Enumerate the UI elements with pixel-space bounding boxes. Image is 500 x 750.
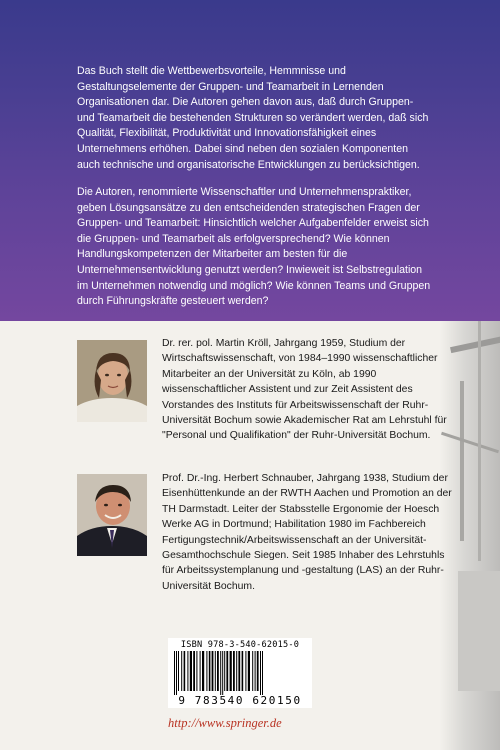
barcode-bar (202, 651, 204, 691)
barcode-bar (215, 651, 216, 691)
barcode-bar (209, 651, 211, 691)
barcode-bar (200, 651, 201, 691)
barcode-bar (230, 651, 232, 691)
barcode-bar (242, 651, 244, 691)
author-photo-schnauber (77, 474, 147, 556)
barcode-bar (255, 651, 256, 691)
barcode-bar (220, 651, 221, 695)
barcode-bar (176, 651, 177, 695)
barcode-bar (226, 651, 228, 691)
barcode-bar (236, 651, 237, 691)
barcode-bar (233, 651, 235, 691)
author-photo-kroell (77, 340, 147, 422)
barcode-bar (181, 651, 182, 691)
publisher-url[interactable]: http://www.springer.de (168, 716, 282, 730)
barcode-bar (260, 651, 261, 695)
isbn-barcode (168, 638, 312, 708)
barcode-bars (172, 651, 308, 695)
barcode-bar (196, 651, 197, 691)
barcode-bar (224, 651, 225, 691)
barcode-bar (252, 651, 253, 691)
barcode-bar (217, 651, 219, 691)
barcode-bar (262, 651, 263, 695)
barcode-bar (193, 651, 195, 691)
barcode-bar (245, 651, 246, 691)
barcode-bar (257, 651, 259, 691)
barcode-bar (222, 651, 223, 695)
barcode-bar (184, 651, 186, 691)
barcode-digits: 9 783540 620150 (178, 694, 302, 707)
barcode-bar (248, 651, 250, 691)
author-bio-schnauber: Prof. Dr.-Ing. Herbert Schnauber, Jahrgang 1938, Studium der Eisenhüttenkunde an der RWTH Aachen und Promotion an der TH Darmstadt. Leiter der Stabsstelle Ergonomie der Hoesch Werke AG in Dortmund; Habilitation 1980 im Fachbereich Fertigungstechnik/Arbeitswissenschaft an der Universität-Gesamthochschule Siegen. Seit 1985 Inhaber des Lehrstuhls für Arbeitssystemplanung und -gestaltung (LAS) an der Ruhr-Universität Bochum. (162, 473, 452, 592)
barcode-bar (174, 651, 175, 695)
barcode-bar (212, 651, 214, 691)
barcode-bar (187, 651, 188, 691)
barcode-bar (206, 651, 207, 691)
blurb-paragraph-2: Die Autoren, renommierte Wissenschaftler und Unternehmenspraktiker, geben Lösungsansätze zu den entscheidenden strategischen Fragen der Gruppen- und Teamarbeit: Hinsichtlich welcher Aufgabenfelder erweist sich die Gruppen- und Teamarbeit als erfolgversprechend? Wie können Handlungskompetenzen der Mitarbeiter am besten für die Unternehmensentwicklung genutzt werden? Inwieweit ist Selbstregulation im Unternehmen notwendig und möglich? Wie können Teams und Gruppen durch Führungskräfte gesteuert werden? (77, 186, 431, 308)
barcode-bar (190, 651, 192, 691)
barcode-bar (178, 651, 179, 691)
barcode-bar (238, 651, 240, 691)
author-bio-kroell: Dr. rer. pol. Martin Kröll, Jahrgang 1959, Studium der Wirtschaftswissenschaft, von 1984–1990 wissenschaftlicher Mitarbeiter an der Universität zu Köln, ab 1990 wissenschaftlicher Assistent und zur Zeit Assistent des Vorstandes des Instituts für Arbeitswissenschaft der Ruhr-Universität Bochum sowie Akademischer Rat am Lehrstuhl für "Personal und Qualifikation" der Ruhr-Universität Bochum. (162, 338, 447, 442)
blurb-paragraph-1: Das Buch stellt die Wettbewerbsvorteile, Hemmnisse und Gestaltungselemente der Gruppen- und Teamarbeit in Lernenden Organisationen dar. Die Autoren gehen davon aus, daß durch Gruppen- und Teamarbeit die bestehenden Strukturen so verändert werden, daß sich Qualität, Flexibilität, Produktivität und Innovationsfähigkeit eines Unternehmens erhöhen. Dabei sind neben den sozialen Komponenten auch technische und organisatorische Entwicklungen zu berücksichtigen. (77, 65, 429, 171)
isbn-label: ISBN 978-3-540-62015-0 (180, 640, 300, 650)
